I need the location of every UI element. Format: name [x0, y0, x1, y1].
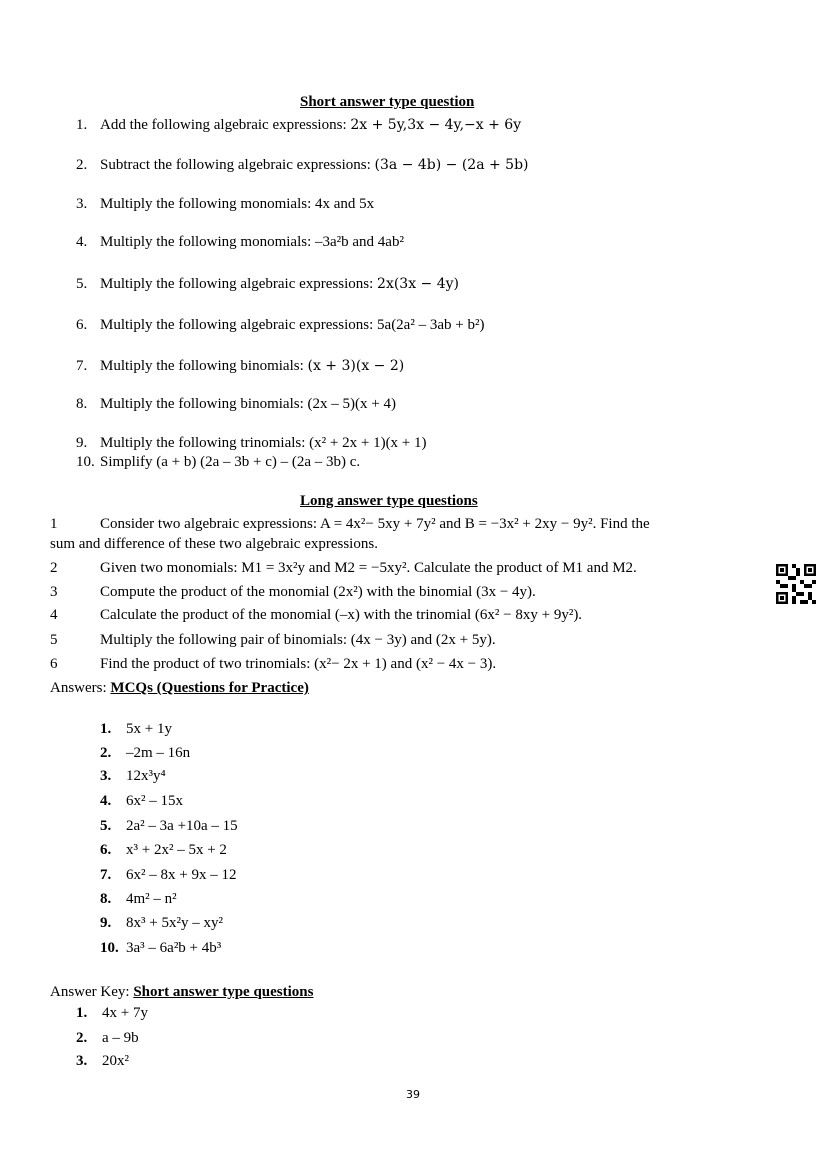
long-question-5: 5 Multiply the following pair of binomials: (4x − 3y) and (2x + 5y).	[50, 632, 496, 648]
long-question-3: 3 Compute the product of the monomial (2x²) with the binomial (3x − 4y).	[50, 584, 536, 600]
mcq-answer-9: 9. 8x³ + 5x²y – xy²	[100, 915, 223, 931]
short-question-2: 2. Subtract the following algebraic expressions: (3a − 4b) − (2a + 5b)	[76, 157, 529, 173]
mcq-answer-8: 8. 4m² – n²	[100, 891, 177, 907]
mcq-answer-10: 10. 3a³ – 6a²b + 4b³	[100, 940, 222, 956]
short-answer-1: 1. 4x + 7y	[76, 1005, 148, 1021]
mcq-answer-2: 2. –2m – 16n	[100, 745, 191, 761]
page-number: 39	[406, 1088, 420, 1101]
long-question-6: 6 Find the product of two trinomials: (x²− 2x + 1) and (x² − 4x − 3).	[50, 656, 497, 672]
long-question-2: 2 Given two monomials: M1 = 3x²y and M2 = −5xy². Calculate the product of M1 and M2.	[50, 560, 637, 576]
long-question-1: 1 Consider two algebraic expressions: A = 4x²− 5xy + 7y² and B = −3x² + 2xy − 9y². Find the	[50, 516, 650, 532]
short-question-8: 8. Multiply the following binomials: (2x – 5)(x + 4)	[76, 396, 396, 412]
answer-key-heading-line: Answer Key: Short answer type questions	[50, 984, 314, 1000]
short-answer-3: 3. 20x²	[76, 1053, 129, 1069]
short-question-10: 10. Simplify (a + b) (2a – 3b + c) – (2a – 3b) c.	[76, 454, 361, 470]
short-question-1: 1. Add the following algebraic expressions: 2x + 5y,3x − 4y,−x + 6y	[76, 117, 522, 133]
short-question-4: 4. Multiply the following monomials: –3a²b and 4ab²	[76, 234, 404, 250]
mcq-answer-4: 4. 6x² – 15x	[100, 793, 183, 809]
short-question-7: 7. Multiply the following binomials: (x + 3)(x − 2)	[76, 358, 405, 374]
short-question-6: 6. Multiply the following algebraic expressions: 5a(2a² – 3ab + b²)	[76, 317, 485, 333]
short-answer-heading: Short answer type question	[300, 94, 475, 110]
mcq-answer-6: 6. x³ + 2x² – 5x + 2	[100, 842, 227, 858]
short-question-5: 5. Multiply the following algebraic expressions: 2x(3x − 4y)	[76, 276, 460, 292]
short-question-3: 3. Multiply the following monomials: 4x and 5x	[76, 196, 375, 212]
mcq-answer-1: 1. 5x + 1y	[100, 721, 172, 737]
long-answer-heading: Long answer type questions	[300, 493, 478, 509]
long-question-1-continued: sum and difference of these two algebraic expressions.	[50, 536, 378, 552]
short-answer-2: 2. a – 9b	[76, 1030, 139, 1046]
mcq-answer-3: 3. 12x³y⁴	[100, 768, 166, 784]
long-question-4: 4 Calculate the product of the monomial (–x) with the trinomial (6x² − 8xy + 9y²).	[50, 607, 583, 623]
short-question-9: 9. Multiply the following trinomials: (x² + 2x + 1)(x + 1)	[76, 435, 427, 451]
mcq-answer-5: 5. 2a² – 3a +10a – 15	[100, 818, 238, 834]
qr-code-icon	[776, 564, 816, 604]
answers-heading-line: Answers: MCQs (Questions for Practice)	[50, 680, 309, 696]
mcq-answer-7: 7. 6x² – 8x + 9x – 12	[100, 867, 237, 883]
